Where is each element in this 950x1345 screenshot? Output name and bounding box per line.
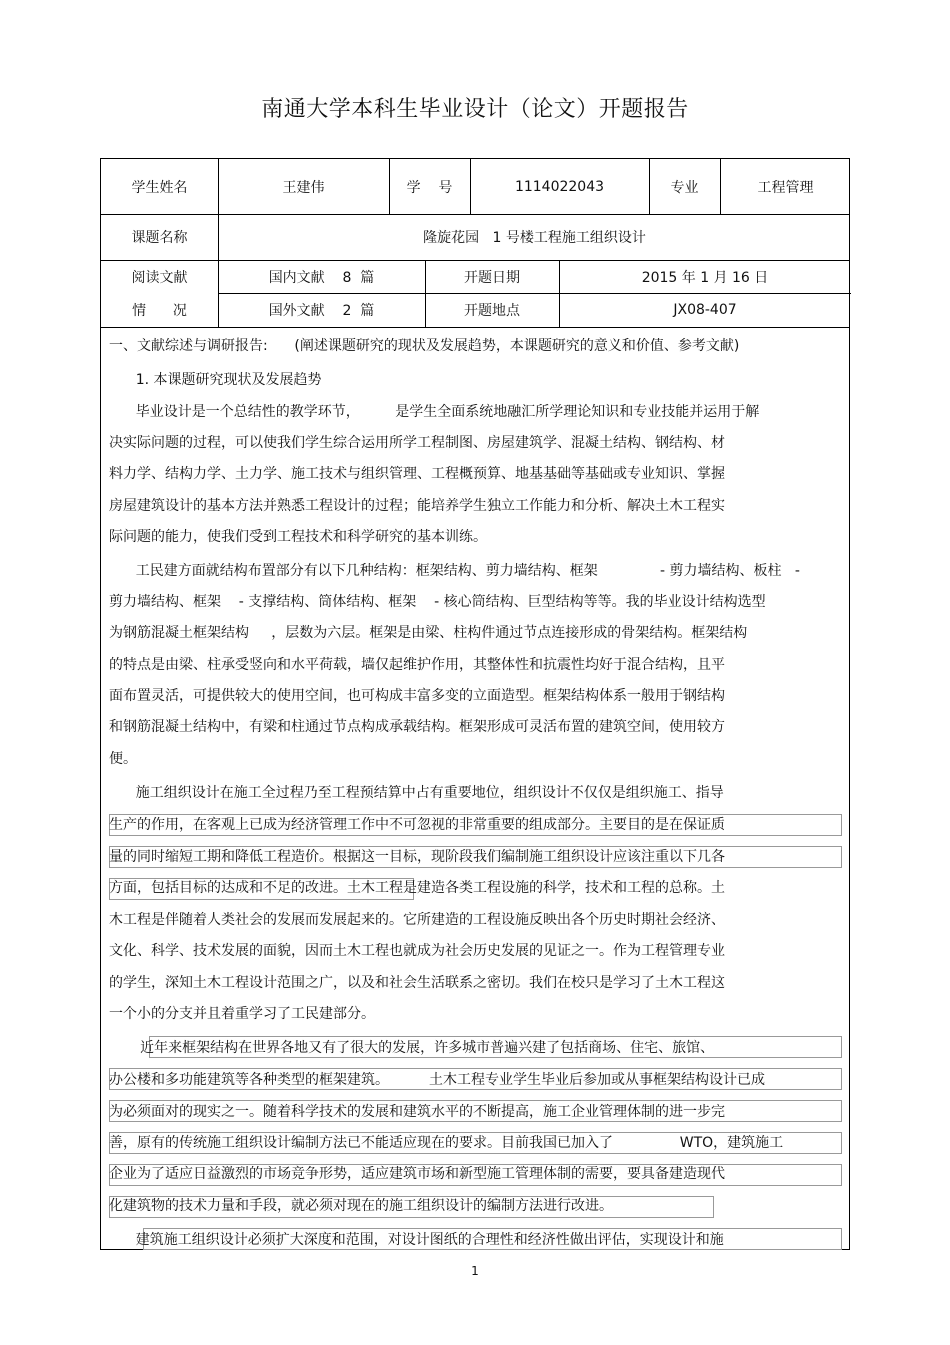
body-text-line: 1. 本课题研究现状及发展趋势 <box>109 372 322 388</box>
body-text-line: 一个小的分支并且着重学习了工民建部分。 <box>109 1006 375 1022</box>
body-text-line: 方面，包括目标的达成和不足的改进。土木工程是建造各类工程设施的科学，技术和工程的总称。土 <box>109 880 725 896</box>
body-text-line: 便。 <box>109 751 137 767</box>
body-text-line: 毕业设计是一个总结性的教学环节， 是学生全面系统地融汇所学理论知识和专业技能并运用于解 <box>109 404 760 420</box>
foreign-literature: 国外文献 2 篇 <box>268 303 375 319</box>
body-text-line: 木工程是伴随着人类社会的发展而发展起来的。它所建造的工程设施反映出各个历史时期社会经济、 <box>109 912 725 928</box>
body-text-line: 的特点是由梁、柱承受竖向和水平荷载，墙仅起维护作用，其整体性和抗震性均好于混合结构，且平 <box>109 657 725 673</box>
body-text-line: 量的同时缩短工期和降低工程造价。根据这一目标，现阶段我们编制施工组织设计应该注重以下几各 <box>109 849 725 865</box>
body-text-line: 近年来框架结构在世界各地又有了很大的发展，许多城市普遍兴建了包括商场、住宅、旅馆、 <box>109 1040 715 1056</box>
page-title: 南通大学本科生毕业设计（论文）开题报告 <box>261 97 689 122</box>
body-text-line: 施工组织设计在施工全过程乃至工程预结算中占有重要地位，组织设计不仅仅是组织施工、指导 <box>109 785 724 801</box>
body-text-line: 建筑施工组织设计必须扩大深度和范围，对设计图纸的合理性和经济性做出评估，实现设计和施 <box>109 1232 724 1248</box>
body-text-line: 文化、科学、技术发展的面貌，因而土木工程也就成为社会历史发展的见证之一。作为工程管理专业 <box>109 943 725 959</box>
body-text-line: 工民建方面就结构布置部分有以下几种结构：框架结构、剪力墙结构、框架 - 剪力墙结构、板柱 - <box>109 563 800 579</box>
topic-label: 课题名称 <box>131 230 188 246</box>
body-text-line: 际问题的能力，使我们受到工程技术和科学研究的基本训练。 <box>109 529 487 545</box>
body-text-line: 办公楼和多功能建筑等各种类型的框架建筑。 土木工程专业学生毕业后参加或从事框架结构设计已成 <box>109 1072 766 1088</box>
body-text-line: 和钢筋混凝土结构中，有梁和柱通过节点构成承载结构。框架形成可灵活布置的建筑空间，使用较方 <box>109 719 725 735</box>
body-text-line: 生产的作用，在客观上已成为经济管理工作中不可忽视的非常重要的组成部分。主要目的是在保证质 <box>109 817 725 833</box>
body-text-line: 为钢筋混凝土框架结构 ，层数为六层。框架是由梁、柱构件通过节点连接形成的骨架结构。框架结构 <box>109 625 748 641</box>
body-text-line: 的学生，深知土木工程设计范围之广，以及和社会生活联系之密切。我们在校只是学习了土木工程这 <box>109 975 725 991</box>
domestic-literature: 国内文献 8 篇 <box>268 269 375 286</box>
start-date-value: 2015 年 1 月 16 日 <box>641 269 769 286</box>
body-text-line: 决实际问题的过程，可以使我们学生综合运用所学工程制图、房屋建筑学、混凝土结构、钢结构、材 <box>109 435 725 451</box>
body-text-line: 剪力墙结构、框架 - 支撑结构、筒体结构、框架 - 核心筒结构、巨型结构等等。我的毕业设计结构选型 <box>109 594 766 610</box>
location-label: 开题地点 <box>464 303 520 319</box>
body-text-line: 料力学、结构力学、土力学、施工技术与组织管理、工程概预算、地基基础等基础或专业知识、掌握 <box>109 466 725 482</box>
student-id-value: 1114022043 <box>514 178 605 195</box>
body-text-line: 为必须面对的现实之一。随着科学技术的发展和建筑水平的不断提高，施工企业管理体制的进一步完 <box>109 1104 725 1120</box>
reading-label: 阅读文献 <box>131 269 188 286</box>
student-id-label: 学 号 <box>406 179 453 196</box>
reading-label-2: 情 况 <box>132 303 187 319</box>
body-text-line: 善，原有的传统施工组织设计编制方法已不能适应现在的要求。目前我国已加入了 WTO，建筑施工 <box>109 1135 784 1151</box>
topic-value: 隆旋花园 1 号楼工程施工组织设计 <box>423 230 646 246</box>
student-name-value: 王建伟 <box>282 179 325 196</box>
location-value: JX08-407 <box>673 302 737 318</box>
student-name-label: 学生姓名 <box>131 179 188 196</box>
page-number: 1 <box>471 1264 479 1278</box>
body-text-line: 面布置灵活，可提供较大的使用空间，也可构成丰富多变的立面造型。框架结构体系一般用于钢结构 <box>109 688 725 704</box>
body-text-line: 房屋建筑设计的基本方法并熟悉工程设计的过程；能培养学生独立工作能力和分析、解决土木工程实 <box>109 498 725 514</box>
major-label: 专业 <box>670 179 699 196</box>
major-value: 工程管理 <box>757 179 814 196</box>
row-divider <box>101 327 849 328</box>
body-text-line: 一、文献综述与调研报告: (阐述课题研究的现状及发展趋势，本课题研究的意义和价值、参考文献) <box>109 338 740 354</box>
body-text-line: 企业为了适应日益激烈的市场竞争形势，适应建筑市场和新型施工管理体制的需要，要具备建造现代 <box>109 1166 725 1182</box>
start-date-label: 开题日期 <box>464 269 520 286</box>
body-text-line: 化建筑物的技术力量和手段，就必须对现在的施工组织设计的编制方法进行改进。 <box>109 1198 613 1214</box>
report-table <box>100 158 850 1250</box>
